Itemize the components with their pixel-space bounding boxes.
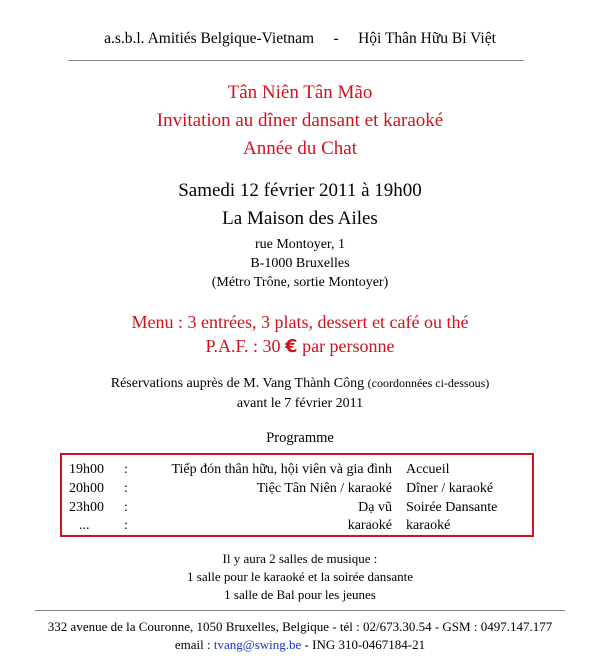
header [0,30,600,48]
footer-address: 332 avenue de la Couronne, 1050 Bruxelles, Belgique - tél : 02/673.30.54 - GSM : 0497.147.177 [47,619,553,634]
price-prefix: P.A.F. : 30 [205,336,286,356]
programme-row [62,500,532,519]
programme-description: Tiếp đón thân hữu, hội viên và gia đình [171,462,392,477]
address-metro: (Métro Trône, sortie Montoyer) [211,275,389,290]
header-divider [68,60,524,61]
euro-icon: € [285,336,298,357]
programme-colon: : [124,518,128,533]
email-label: email : [174,637,214,652]
bank-account: - ING 310-0467184-21 [301,637,426,652]
programme-description: Tiệc Tân Niên / karaoké [256,481,392,496]
programme-row [62,462,532,481]
programme-colon: : [124,481,128,496]
programme-table [60,453,534,537]
programme-colon: : [124,462,128,477]
footer-divider [35,610,565,611]
programme-colon: : [124,500,128,515]
reservation-text: Réservations auprès de M. Vang Thành Công [110,376,368,391]
event-venue: La Maison des Ailes [222,208,378,229]
footer-contact [0,637,600,653]
programme-category: Soirée Dansante [406,500,498,515]
programme-row [62,481,532,500]
music-room-karaoke: 1 salle pour le karaoké et la soirée dansante [187,569,413,584]
programme-time: 23h00 [69,500,104,515]
address-street: rue Montoyer, 1 [254,237,346,252]
programme-category: Dîner / karaoké [406,481,494,496]
programme-time: 20h00 [69,481,104,496]
price-line [0,336,600,357]
association-name-vn: Hội Thân Hữu Bỉ Việt [358,30,496,47]
event-title: Tân Niên Tân Mão [227,82,373,103]
programme-time: ... [79,518,90,533]
programme-description: Dạ vũ [358,500,392,515]
programme-title: Programme [266,430,334,446]
programme-category: karaoké [406,518,451,533]
address-city: B-1000 Bruxelles [250,256,350,271]
music-room-ball: 1 salle de Bal pour les jeunes [224,587,376,602]
event-date: Samedi 12 février 2011 à 19h00 [178,180,422,201]
price-suffix: par personne [297,336,395,356]
reservation-deadline: avant le 7 février 2011 [236,396,364,411]
email-link[interactable]: tvang@swing.be [213,637,302,652]
invitation-subtitle: Invitation au dîner dansant et karaoké [156,110,444,131]
music-intro: Il y aura 2 salles de musique : [222,551,378,566]
year-subtitle: Année du Chat [243,138,357,159]
association-name-fr: a.s.b.l. Amitiés Belgique-Vietnam [104,30,315,47]
reservation-line [0,376,600,392]
menu-description: Menu : 3 entrées, 3 plats, dessert et café ou thé [131,312,469,332]
reservation-note: (coordonnées ci-dessous) [367,376,490,390]
programme-row [62,518,532,537]
programme-description: karaoké [347,518,392,533]
programme-time: 19h00 [69,462,104,477]
programme-category: Accueil [406,462,450,477]
header-separator: - [333,30,339,47]
